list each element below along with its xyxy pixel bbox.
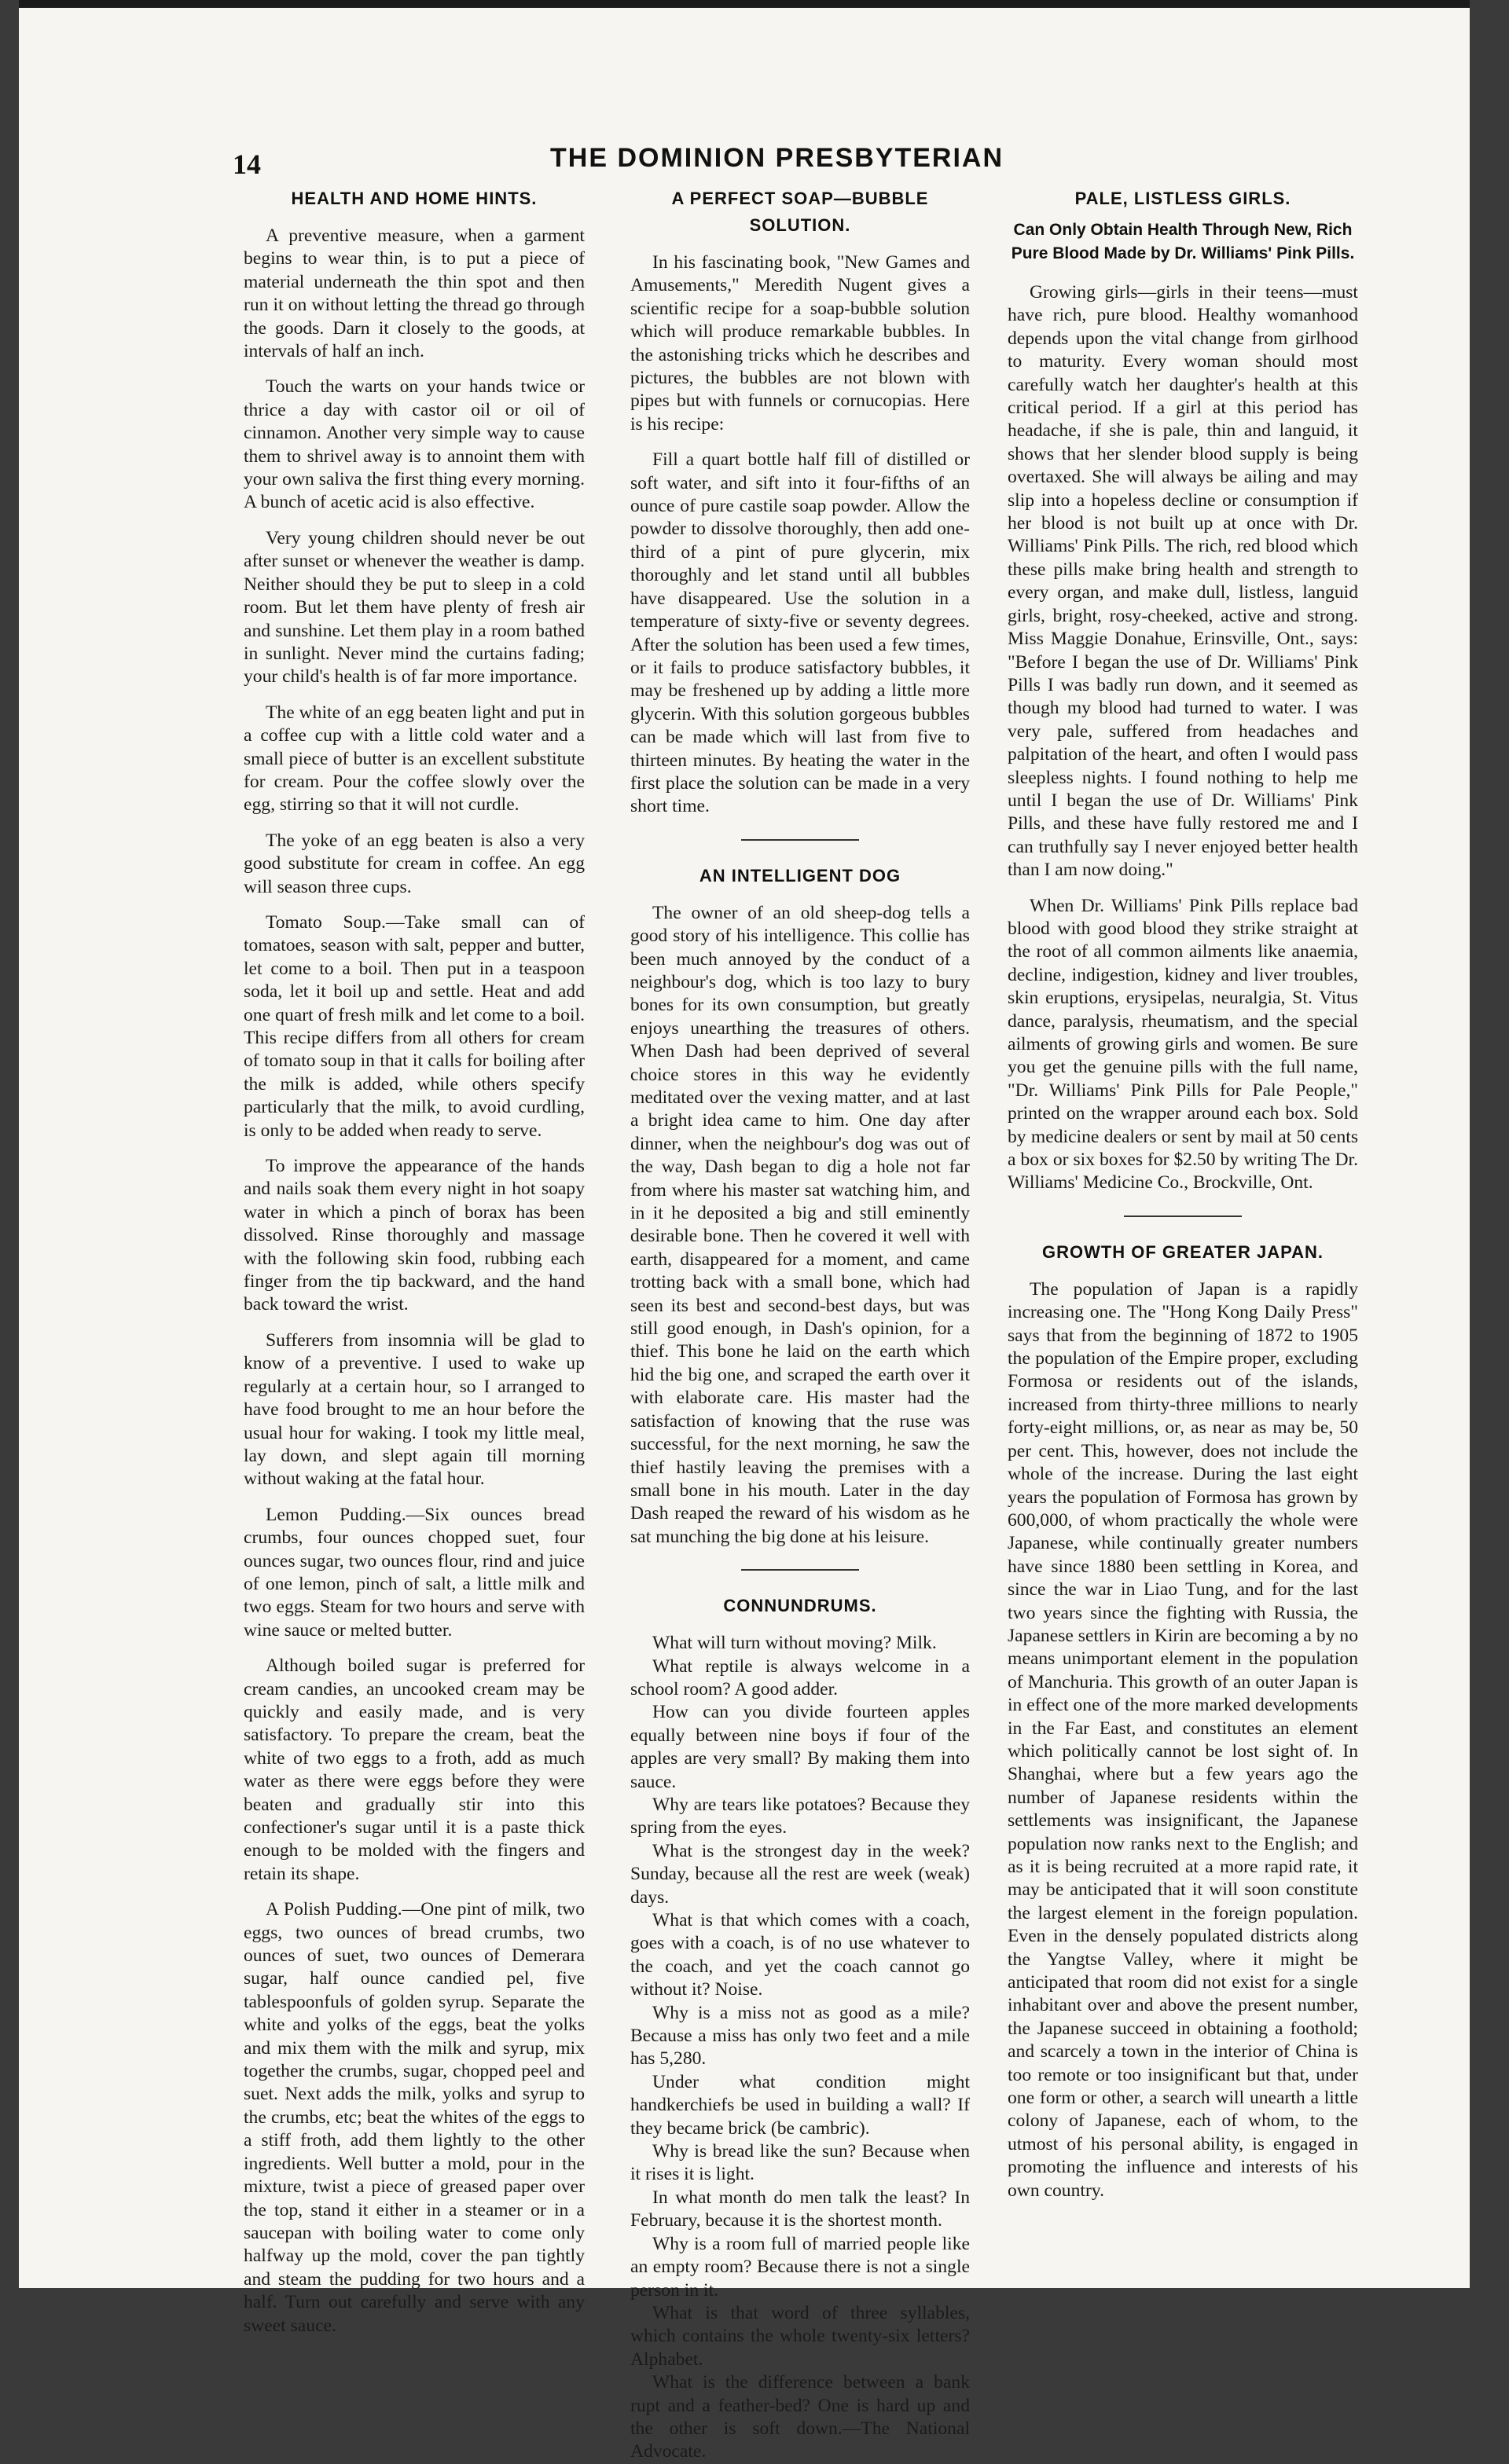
divider <box>741 1569 859 1571</box>
paragraph: In his fascinating book, "New Games and Amusements," Meredith Nugent gives a scientific recipe for a soap-bubble solution which will produce remarkable bubbles. In the astonishing tricks which he describes and pictures, the bubbles are not blown with pipes but with funnels or cornucopias. Here is his recipe: <box>630 252 970 434</box>
page-number: 14 <box>233 148 261 180</box>
newspaper-page <box>19 0 1470 2462</box>
paragraph: Lemon Pudding.—Six ounces bread crumbs, four ounces chopped suet, four ounces sugar, two ounces flour, rind and juice of one lemon, pinch of salt, a little milk and two eggs. Steam for two hours and serve with wine sauce or melted butter. <box>244 1504 585 1641</box>
paragraph: What is the difference between a bank rupt and a feather-bed? One is hard up and the other is soft down.—The National Advocate. <box>630 2372 970 2462</box>
paragraph: The white of an egg beaten light and put in a coffee cup with a little cold water and a small piece of butter is an excellent substitute for cream. Pour the coffee slowly over the egg, stirring so that it will not curdle. <box>244 702 585 816</box>
paragraph: Although boiled sugar is preferred for cream candies, an uncooked cream may be quickly and easily made, and is very satisfactory. To prepare the cream, beat the white of two eggs to a froth, add as much water as there were eggs before they were beaten and gradually stir into this confectioner's sugar until it is a paste thick enough to be molded with the fingers and retain its shape. <box>244 1656 585 1884</box>
paragraph: What will turn without moving? Milk. <box>652 1633 937 1654</box>
article-title-japan: GROWTH OF GREATER JAPAN. <box>1041 1241 1324 1262</box>
paragraph: What reptile is always welcome in a school room? A good adder. <box>630 1656 970 1700</box>
article-body-connundrums <box>630 1632 970 2464</box>
article-body-soap <box>630 251 970 819</box>
article-body-japan <box>1008 1278 1358 2202</box>
page-header <box>19 140 1470 187</box>
paragraph: Touch the warts on your hands twice or thrice a day with castor oil or oil of cinnamon. Another very simple way to cause them to shrivel away is to annoint them with your own saliva the first thing every morning. A bunch of acetic acid is also effective. <box>244 376 585 513</box>
paragraph: In what month do men talk the least? In February, because it is the shortest month. <box>630 2187 970 2231</box>
paragraph: The population of Japan is a rapidly increasing one. The "Hong Kong Daily Press" says that from the beginning of 1872 to 1905 the population of the Empire proper, excluding Formosa or residents out of the islands, increased from thirty-three millions to nearly forty-eight millions, or, as near as may be, 50 per cent. This, however, does not include the whole of the increase. During the last eight years the population of Formosa has grown by 600,000, of whom practically the whole were Japanese, while continually greater numbers have since 1880 been settling in Korea, and since the war in Liao Tung, and for the last two years since the fighting with Russia, the Japanese settlers in Kirin are becoming a by no means unimportant element in the population of Manchuria. This growth of an outer Japan is in effect one of the more marked developments in the Far East, and constitutes an element which politically cannot be lost sight of. In Shanghai, where but a few years ago the number of Japanese residents within the settlements was insignificant, the Japanese population now ranks next to the English; and as it is being recruited at a more rapid rate, it may be anticipated that it will soon constitute the largest element in the foreign population. Even in the densely populated districts along the Yangtse Valley, where it might be anticipated that room did not exist for a single inhabitant over and above the present number, the Japanese succeed in obtaining a foothold; and scarcely a town in the interior of China is too remote or too insignificant but that, under one form or other, a search will unearth a little colony of Japanese, each of whom, to the utmost of his personal ability, is engaged in promoting the influence and interests of his own country. <box>1008 1278 1358 2201</box>
divider <box>1124 1216 1242 1217</box>
paragraph: The owner of an old sheep-dog tells a good story of his intelligence. This collie has been much annoyed by the conduct of a neighbour's dog, which is too lazy to bury bones for its own consumption, but greatly enjoys unearthing the treasures of others. When Dash had been deprived of several choice stores in this way he evidently meditated over the vexing matter, and at last a bright idea came to him. One day after dinner, when the neighbour's dog was out of the way, Dash began to dig a hole not far from where his master sat watching him, and in it he deposited a big and still eminently desirable bone. Then he covered it well with earth, disappeared for a moment, and came trotting back with a small bone, which had seen its best and second-best days, but was still good enough, in Dash's opinion, for a thief. This bone he laid on the earth which hid the big one, and scraped the earth over it with elaborate care. His master had the satisfaction of knowing that the ruse was successful, for the next morning, he saw the thief hastily leaving the premises with a small bone in his mouth. Later in the day Dash reaped the reward of his wisdom as he sat munching the big done at his leisure. <box>630 902 970 1547</box>
scan-top-edge <box>19 0 1470 8</box>
paragraph: Growing girls—girls in their teens—must have rich, pure blood. Healthy womanhood depends upon the vital change from girlhood to maturity. Every woman should most carefully watch her daughter's health at this critical period. If a girl at this period has headache, if she is pale, thin and languid, it shows that her slender blood supply is being overtaxed. She will always be ailing and may slip into a hopeless decline or consumption if her blood is not built up at once with Dr. Williams' Pink Pills. The rich, red blood which these pills make bring health and strength to every organ, and make dull, listless, languid girls, bright, rosy-cheeked, active and strong. Miss Maggie Donahue, Erinsville, Ont., says: "Before I began the use of Dr. Williams' Pink Pills I was badly run down, and it seemed as though my blood had turned to water. I was very pale, suffered from headaches and palpitation of the heart, and often I would pass sleepless nights. I found nothing to help me until I began the use of Dr. Williams' Pink Pills, and these have fully restored me and I can truthfully say I never enjoyed better health than I am now doing." <box>1008 282 1358 881</box>
column-right <box>1008 185 1358 2215</box>
column-middle <box>630 185 970 2464</box>
paragraph: What is that which comes with a coach, goes with a coach, is of no use whatever to the coach, and yet the coach cannot go without it? Noise. <box>630 1910 970 2000</box>
paragraph: What is that word of three syllables, which contains the whole twenty-six letters? Alphabet. <box>630 2302 970 2370</box>
paragraph: Sufferers from insomnia will be glad to know of a preventive. I used to wake up regularly at a certain hour, so I arranged to have food brought to me an hour before the usual hour for waking. I took my little meal, lay down, and slept again till morning without waking at the fatal hour. <box>244 1329 585 1490</box>
paragraph: A Polish Pudding.—One pint of milk, two eggs, two ounces of bread crumbs, two ounces of suet, two ounces of Demerara sugar, half ounce candied pel, five tablespoonfuls of golden syrup. Separate the white and yolks of the eggs, beat the yolks and mix them with the milk and syrup, mix together the crumbs, sugar, chopped peel and suet. Next adds the milk, yolks and syrup to the crumbs, etc; beat the whites of the eggs to a stiff froth, add them lightly to the other ingredients. Well butter a mold, pour in the mixture, twist a piece of greased paper over the top, stand it either in a steamer or in a saucepan with boiling water to come only halfway up the mold, cover the pan tightly and steam the pudding for two hours and a half. Turn out carefully and serve with any sweet sauce. <box>244 1899 585 2336</box>
paragraph: What is the strongest day in the week? Sunday, because all the rest are week (weak) days. <box>630 1840 970 1908</box>
paragraph: Why is a miss not as good as a mile? Because a miss has only two feet and a mile has 5,280. <box>630 2002 970 2070</box>
article-subtitle-pale-girls: Can Only Obtain Health Through New, Rich Pure Blood Made by Dr. Williams' Pink Pills. <box>1011 221 1355 262</box>
paragraph: Fill a quart bottle half fill of distilled or soft water, and sift into it four-fifths of an ounce of pure castile soap powder. Allow the powder to dissolve thoroughly, then add one-third of a pint of pure glycerin, mix thoroughly and let stand until all bubbles have disappeared. Use the solution in a temperature of sixty-five or seventy degrees. After the solution has been used a few times, or it fails to produce satisfactory bubbles, it may be freshened up by adding a little more glycerin. With this solution gorgeous bubbles can be made which will last from five to thirteen minutes. By heating the water in the first place the solution can be made in a very short time. <box>630 449 970 817</box>
article-title-soap: A PERFECT SOAP—BUBBLE SOLUTION. <box>671 189 929 235</box>
paragraph: Under what condition might handkerchiefs be used in building a wall? If they became brick (be cambric). <box>630 2071 970 2139</box>
paragraph: To improve the appearance of the hands and nails soak them every night in hot soapy water in which a pinch of borax has been dissolved. Rinse thoroughly and massage with the following skin food, rubbing each finger from the tip backward, and the hand back toward the wrist. <box>244 1156 585 1315</box>
paragraph: Why is bread like the sun? Because when it rises it is light. <box>630 2141 970 2185</box>
article-body-dog <box>630 902 970 1549</box>
journal-title: THE DOMINION PRESBYTERIAN <box>550 143 1004 173</box>
article-body-health <box>244 225 585 2338</box>
article-title-pale-girls: PALE, LISTLESS GIRLS. <box>1074 189 1291 208</box>
paragraph: Very young children should never be out after sunset or whenever the weather is damp. Neither should they be put to sleep in a cold room. But let them have plenty of fresh air and sunshine. Let them play in a room bathed in sunlight. Never mind the curtains fading; your child's health is of far more importance. <box>244 527 585 688</box>
paragraph: Why are tears like potatoes? Because they spring from the eyes. <box>630 1794 970 1839</box>
divider <box>741 839 859 841</box>
article-body-pale-girls <box>1008 281 1358 1195</box>
article-title-dog: AN INTELLIGENT DOG <box>699 865 901 886</box>
article-title-connundrums: CONNUNDRUMS. <box>723 1596 877 1616</box>
paragraph: How can you divide fourteen apples equally between nine boys if four of the apples are very small? By making them into sauce. <box>630 1702 970 1792</box>
paragraph: When Dr. Williams' Pink Pills replace bad blood with good blood they strike straight at the root of all common ailments like anaemia, decline, indigestion, kidney and liver troubles, skin eruptions, erysipelas, neuralgia, St. Vitus dance, paralysis, rheumatism, and the special ailments of growing girls and women. Be sure you get the genuine pills with the full name, "Dr. Williams' Pink Pills for Pale People," printed on the wrapper around each box. Sold by medicine dealers or sent by mail at 50 cents a box or six boxes for $2.50 by writing The Dr. Williams' Medicine Co., Brockville, Ont. <box>1008 895 1358 1194</box>
article-title-health: HEALTH AND HOME HINTS. <box>291 189 538 208</box>
paragraph: Why is a room full of married people like an empty room? Because there is not a single person in it. <box>630 2233 970 2301</box>
paragraph: The yoke of an egg beaten is also a very good substitute for cream in coffee. An egg will season three cups. <box>244 830 585 897</box>
paragraph: A preventive measure, when a garment begins to wear thin, is to put a piece of material underneath the thin spot and then run it on without letting the thread go through the goods. Darn it closely to the goods, at intervals of half an inch. <box>244 226 585 362</box>
column-left <box>244 185 585 2350</box>
paragraph: Tomato Soup.—Take small can of tomatoes, season with salt, pepper and butter, let come to a boil. Then put in a teaspoon soda, let it boil up and settle. Heat and add one quart of fresh milk and let come to a boil. This recipe differs from all others for cream of tomato soup in that it calls for boiling after the milk is added, while others specify particularly that the milk, to avoid curdling, is only to be added when ready to serve. <box>244 911 585 1141</box>
